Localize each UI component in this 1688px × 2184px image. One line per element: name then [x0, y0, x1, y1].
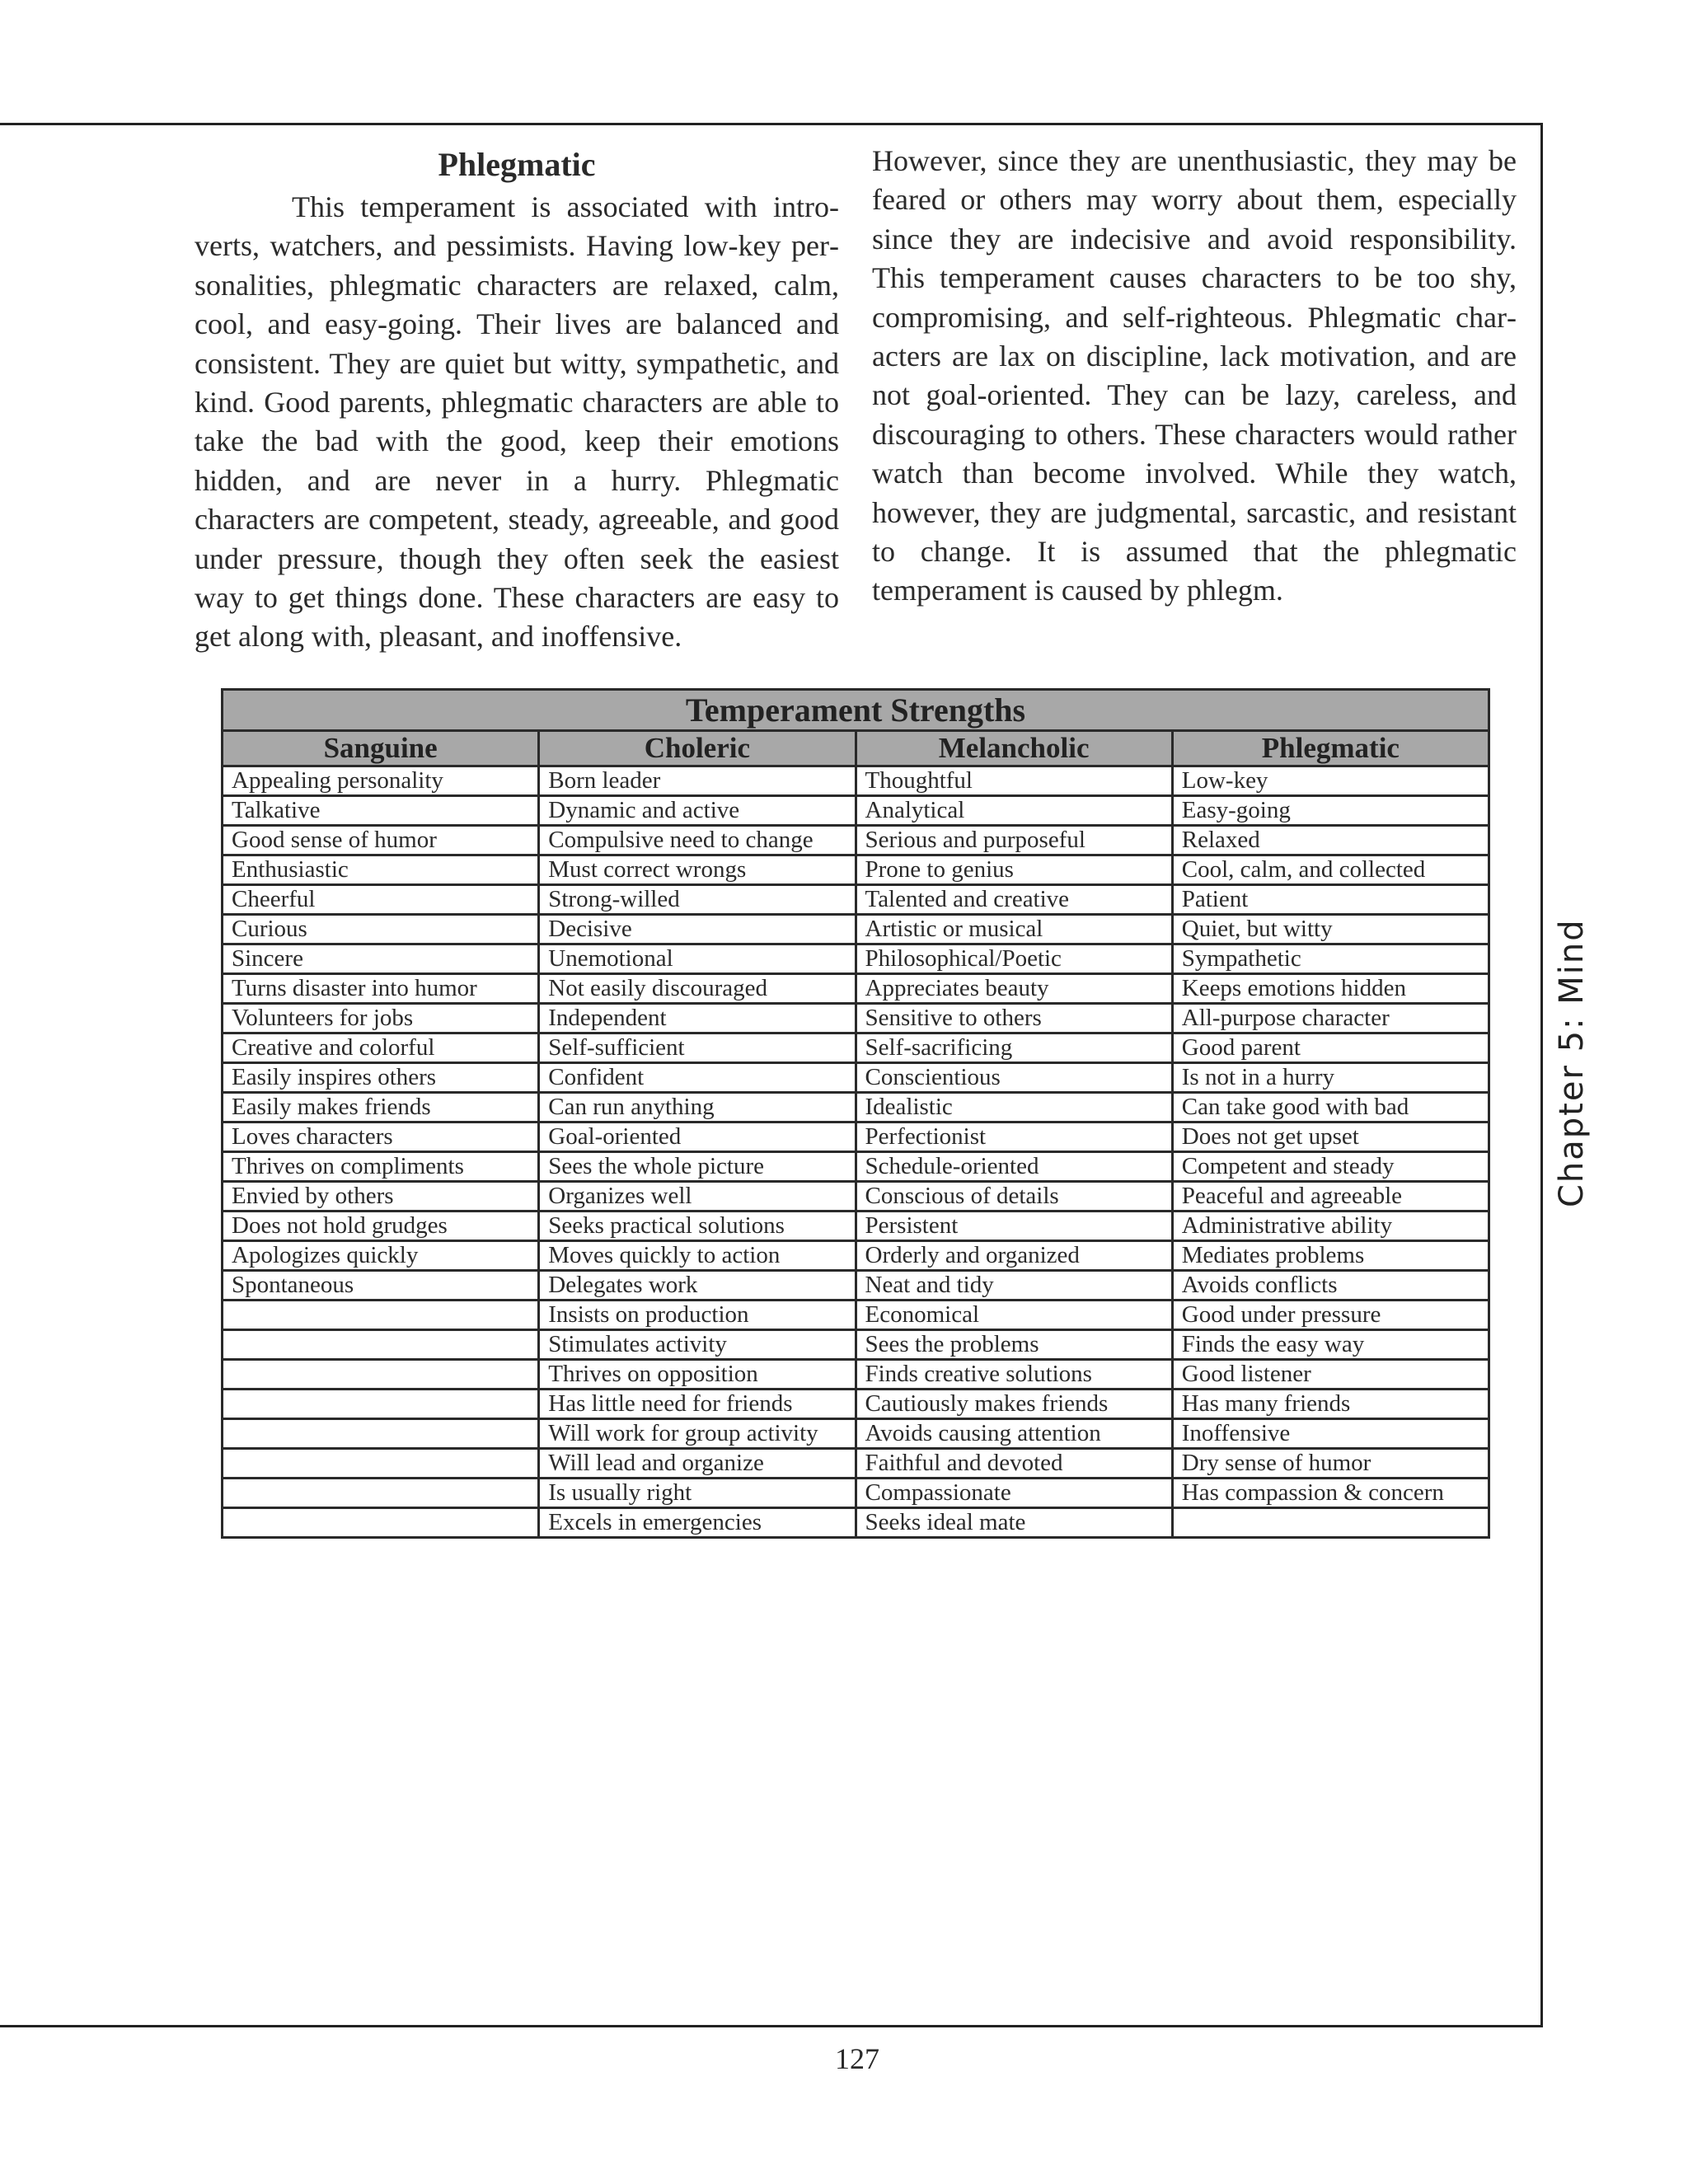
table-cell-melancholic: Cautiously makes friends — [856, 1390, 1172, 1419]
table-cell-sanguine: Appealing personality — [223, 766, 539, 796]
table-row — [223, 1508, 1489, 1538]
table-row — [223, 796, 1489, 826]
table-cell-phlegmatic: Low-key — [1172, 766, 1489, 796]
table-cell-phlegmatic: Is not in a hurry — [1172, 1063, 1489, 1093]
table-cell-phlegmatic: Patient — [1172, 885, 1489, 915]
table-cell-phlegmatic: Can take good with bad — [1172, 1093, 1489, 1122]
table-cell-choleric: Unemotional — [539, 944, 856, 974]
table-cell-phlegmatic: Sympathetic — [1172, 944, 1489, 974]
table-cell-phlegmatic: Dry sense of humor — [1172, 1449, 1489, 1479]
table-cell-phlegmatic: Quiet, but witty — [1172, 915, 1489, 944]
table-cell-phlegmatic: Keeps emotions hidden — [1172, 974, 1489, 1004]
table-cell-choleric: Moves quickly to action — [539, 1241, 856, 1271]
temperament-strengths-table — [221, 688, 1490, 1539]
page-frame-bottom-rule — [0, 2025, 1543, 2027]
table-row — [223, 766, 1489, 796]
table-cell-sanguine: Envied by others — [223, 1182, 539, 1212]
table-cell-melancholic: Seeks ideal mate — [856, 1508, 1172, 1538]
table-cell-choleric: Is usually right — [539, 1479, 856, 1508]
table-title: Temperament Strengths — [223, 690, 1489, 731]
table-cell-choleric: Will lead and organize — [539, 1449, 856, 1479]
table-row — [223, 855, 1489, 885]
table-cell-melancholic: Schedule-oriented — [856, 1152, 1172, 1182]
table-cell-phlegmatic: Good under pressure — [1172, 1301, 1489, 1330]
column-header-sanguine: Sanguine — [223, 731, 539, 766]
table-cell-sanguine: Cheerful — [223, 885, 539, 915]
table-cell-choleric: Born leader — [539, 766, 856, 796]
table-cell-sanguine — [223, 1508, 539, 1538]
table-cell-sanguine: Turns disaster into humor — [223, 974, 539, 1004]
table-cell-choleric: Independent — [539, 1004, 856, 1033]
table-row — [223, 1330, 1489, 1360]
table-cell-melancholic: Faithful and devoted — [856, 1449, 1172, 1479]
table-row — [223, 1004, 1489, 1033]
table-cell-sanguine: Does not hold grudges — [223, 1212, 539, 1241]
table-cell-choleric: Goal-oriented — [539, 1122, 856, 1152]
table-cell-phlegmatic: Peaceful and agreeable — [1172, 1182, 1489, 1212]
table-cell-melancholic: Appreciates beauty — [856, 974, 1172, 1004]
table-row — [223, 1301, 1489, 1330]
table-cell-phlegmatic: Finds the easy way — [1172, 1330, 1489, 1360]
table-cell-sanguine — [223, 1449, 539, 1479]
column-header-melancholic: Melancholic — [856, 731, 1172, 766]
table-row — [223, 826, 1489, 855]
table-body — [223, 766, 1489, 1538]
table-cell-melancholic: Perfectionist — [856, 1122, 1172, 1152]
table-cell-choleric: Seeks practical solutions — [539, 1212, 856, 1241]
table-row — [223, 1182, 1489, 1212]
table-row — [223, 1212, 1489, 1241]
table-cell-melancholic: Philosophical/Poetic — [856, 944, 1172, 974]
table-row — [223, 1093, 1489, 1122]
table-cell-sanguine: Sincere — [223, 944, 539, 974]
table-cell-melancholic: Self-sacrificing — [856, 1033, 1172, 1063]
table-cell-melancholic: Persistent — [856, 1212, 1172, 1241]
table-cell-choleric: Compulsive need to change — [539, 826, 856, 855]
table-cell-sanguine: Curious — [223, 915, 539, 944]
table-cell-sanguine — [223, 1301, 539, 1330]
table-cell-melancholic: Economical — [856, 1301, 1172, 1330]
table-cell-sanguine: Volunteers for jobs — [223, 1004, 539, 1033]
table-cell-phlegmatic: Cool, calm, and collected — [1172, 855, 1489, 885]
table-row — [223, 1390, 1489, 1419]
table-cell-sanguine: Enthusiastic — [223, 855, 539, 885]
table-cell-sanguine: Creative and colorful — [223, 1033, 539, 1063]
table-row — [223, 1033, 1489, 1063]
table-header-row — [223, 731, 1489, 766]
table-row — [223, 885, 1489, 915]
table-cell-sanguine: Thrives on compliments — [223, 1152, 539, 1182]
table-cell-choleric: Insists on production — [539, 1301, 856, 1330]
table-row — [223, 1360, 1489, 1390]
table-cell-phlegmatic — [1172, 1508, 1489, 1538]
table-cell-melancholic: Thoughtful — [856, 766, 1172, 796]
table-cell-melancholic: Orderly and organized — [856, 1241, 1172, 1271]
table-row — [223, 1241, 1489, 1271]
table-cell-choleric: Thrives on opposition — [539, 1360, 856, 1390]
table-cell-melancholic: Conscientious — [856, 1063, 1172, 1093]
body-paragraph-right: However, since they are unenthusiastic, they may be feared or others may worry about them, especially since they are indecisive and avoid responsibility. This temperament causes characters to be too shy, compromising, and self-righteous. Phlegmatic characters are lax on discipline, lack motivation, and are not goal-oriented. They can be lazy, careless, and discouraging to others. These characters would rather watch than become involved. While they watch, however, they are judgmental, sarcastic, and resistant to change. It is assumed that the phlegmatic temperament is caused by phlegm. — [872, 144, 1517, 607]
table-cell-sanguine: Spontaneous — [223, 1271, 539, 1301]
table-cell-phlegmatic: Easy-going — [1172, 796, 1489, 826]
body-paragraph-left: This temperament is associated with introverts, watchers, and pessimists. Having low-key personalities, phlegmatic characters are relaxed, calm, cool, and easy-going. Their lives are balanced and consistent. They are quiet but witty, sympathetic, and kind. Good parents, phlegmatic characters are able to take the bad with the good, keep their emotions hidden, and are never in a hurry. Phlegmatic characters are competent, steady, agreeable, and good under pressure, though they often seek the easiest way to get things done. These characters are easy to get along with, pleasant, and inoffensive. — [195, 190, 839, 654]
table-cell-phlegmatic: Mediates problems — [1172, 1241, 1489, 1271]
table-row — [223, 974, 1489, 1004]
table-cell-sanguine: Loves characters — [223, 1122, 539, 1152]
chapter-label-text: Chapter 5: Mind — [1553, 918, 1591, 1207]
column-header-choleric: Choleric — [539, 731, 856, 766]
table-cell-phlegmatic: Competent and steady — [1172, 1152, 1489, 1182]
table-cell-phlegmatic: Has many friends — [1172, 1390, 1489, 1419]
table-cell-choleric: Can run anything — [539, 1093, 856, 1122]
table-cell-phlegmatic: Inoffensive — [1172, 1419, 1489, 1449]
table-cell-choleric: Confident — [539, 1063, 856, 1093]
table-cell-melancholic: Compassionate — [856, 1479, 1172, 1508]
table-row — [223, 944, 1489, 974]
table-row — [223, 1152, 1489, 1182]
table-row — [223, 1449, 1489, 1479]
table-cell-choleric: Sees the whole picture — [539, 1152, 856, 1182]
table-cell-melancholic: Prone to genius — [856, 855, 1172, 885]
table-cell-sanguine: Good sense of humor — [223, 826, 539, 855]
table-cell-phlegmatic: Relaxed — [1172, 826, 1489, 855]
section-heading: Phlegmatic — [438, 146, 596, 183]
table-cell-choleric: Excels in emergencies — [539, 1508, 856, 1538]
table-cell-choleric: Has little need for friends — [539, 1390, 856, 1419]
table-cell-melancholic: Neat and tidy — [856, 1271, 1172, 1301]
table-row — [223, 1122, 1489, 1152]
table-cell-sanguine: Easily inspires others — [223, 1063, 539, 1093]
table-cell-phlegmatic: Does not get upset — [1172, 1122, 1489, 1152]
table-cell-melancholic: Avoids causing attention — [856, 1419, 1172, 1449]
table-cell-choleric: Not easily discouraged — [539, 974, 856, 1004]
right-text-column — [872, 142, 1517, 611]
table-cell-choleric: Decisive — [539, 915, 856, 944]
table-cell-phlegmatic: Good listener — [1172, 1360, 1489, 1390]
column-header-phlegmatic: Phlegmatic — [1172, 731, 1489, 766]
table-cell-sanguine — [223, 1479, 539, 1508]
table-cell-melancholic: Serious and purposeful — [856, 826, 1172, 855]
table-cell-phlegmatic: Administrative ability — [1172, 1212, 1489, 1241]
table-cell-choleric: Will work for group activity — [539, 1419, 856, 1449]
page-number: 127 — [835, 2042, 879, 2075]
left-text-column — [195, 142, 839, 657]
table-row — [223, 915, 1489, 944]
table-cell-sanguine — [223, 1390, 539, 1419]
table-cell-melancholic: Artistic or musical — [856, 915, 1172, 944]
table-cell-choleric: Delegates work — [539, 1271, 856, 1301]
table-cell-phlegmatic: Good parent — [1172, 1033, 1489, 1063]
table-cell-sanguine: Easily makes friends — [223, 1093, 539, 1122]
table-cell-melancholic: Finds creative solutions — [856, 1360, 1172, 1390]
table-cell-melancholic: Talented and creative — [856, 885, 1172, 915]
table-cell-sanguine — [223, 1419, 539, 1449]
table-cell-melancholic: Idealistic — [856, 1093, 1172, 1122]
page-frame-top-rule — [0, 123, 1543, 125]
table-cell-sanguine: Apologizes quickly — [223, 1241, 539, 1271]
table-cell-phlegmatic: Avoids conflicts — [1172, 1271, 1489, 1301]
table-cell-choleric: Stimulates activity — [539, 1330, 856, 1360]
page-frame-right-rule — [1540, 123, 1543, 2027]
table-row — [223, 1271, 1489, 1301]
table-cell-melancholic: Conscious of details — [856, 1182, 1172, 1212]
table-cell-phlegmatic: All-purpose character — [1172, 1004, 1489, 1033]
table-row — [223, 1419, 1489, 1449]
table-cell-sanguine: Talkative — [223, 796, 539, 826]
table-cell-choleric: Dynamic and active — [539, 796, 856, 826]
table-cell-choleric: Organizes well — [539, 1182, 856, 1212]
table-cell-sanguine — [223, 1360, 539, 1390]
table-cell-melancholic: Sensitive to others — [856, 1004, 1172, 1033]
table-cell-melancholic: Sees the problems — [856, 1330, 1172, 1360]
table-title-row — [223, 690, 1489, 731]
table-row — [223, 1479, 1489, 1508]
table-cell-sanguine — [223, 1330, 539, 1360]
table-row — [223, 1063, 1489, 1093]
table-cell-choleric: Strong-willed — [539, 885, 856, 915]
table-cell-melancholic: Analytical — [856, 796, 1172, 826]
table-cell-phlegmatic: Has compassion & concern — [1172, 1479, 1489, 1508]
table-cell-choleric: Self-sufficient — [539, 1033, 856, 1063]
table-cell-choleric: Must correct wrongs — [539, 855, 856, 885]
